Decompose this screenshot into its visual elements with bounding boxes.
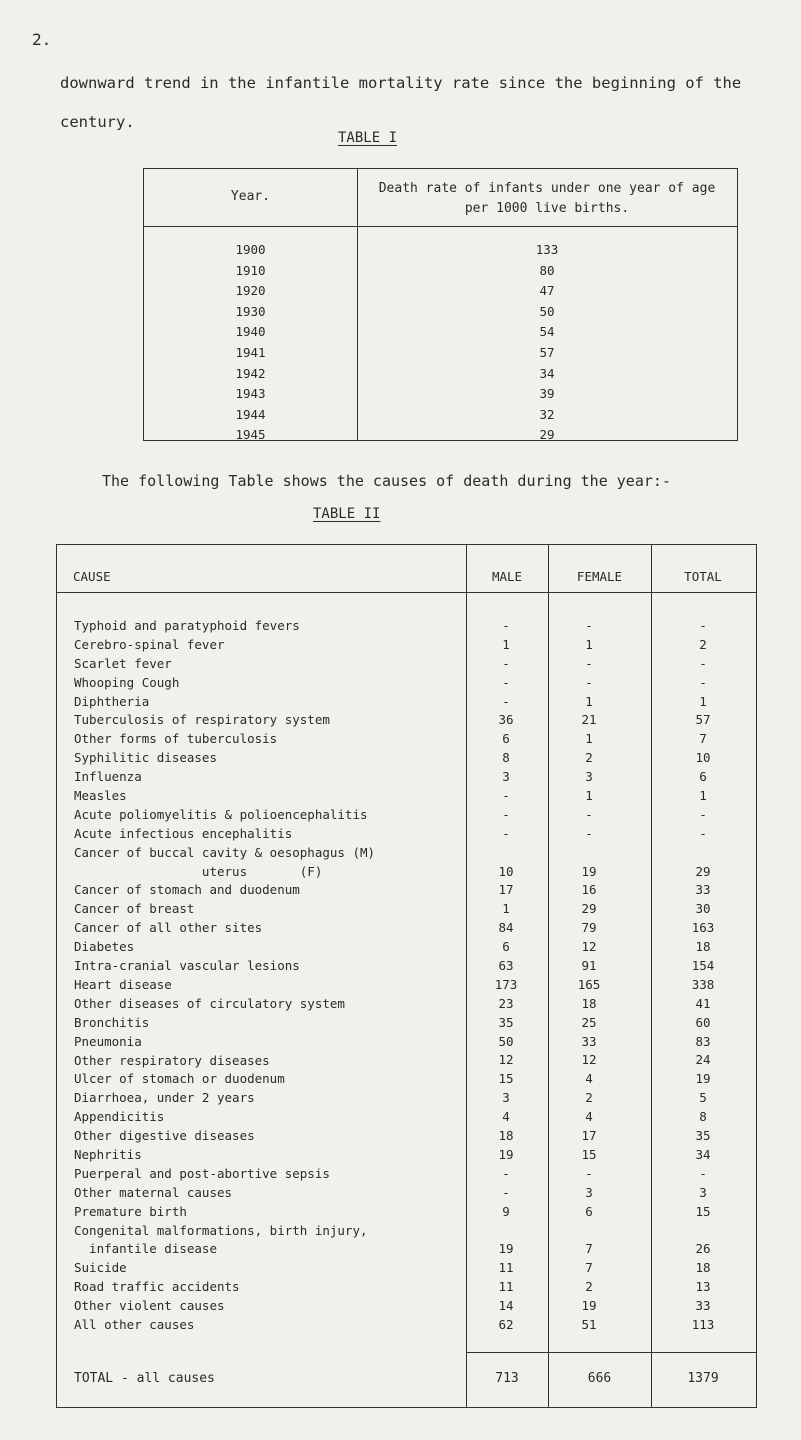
table2-female-cell: 3	[585, 1184, 593, 1200]
table2-row	[57, 881, 756, 900]
table2-cause-cell: Bronchitis	[74, 1014, 150, 1030]
table2-female-cell: -	[585, 1165, 593, 1181]
table2-male-cell: -	[502, 617, 510, 633]
table2-female-cell: 165	[577, 976, 601, 992]
table2-cause-cell: Cancer of buccal cavity & oesophagus (M) uterus (F)	[74, 844, 376, 879]
table2-row	[57, 636, 756, 655]
table2-male-cell: 9	[502, 1203, 510, 1219]
intro-text: The following Table shows the causes of death during the year:-	[102, 472, 671, 490]
table1-rate-cell: 34	[539, 365, 555, 381]
table2-male-cell: 8	[502, 750, 510, 766]
table2-title: TABLE II	[313, 506, 381, 522]
table1-row	[144, 366, 737, 387]
table2-male-cell: 18	[498, 1128, 514, 1144]
table2-female-cell: 2	[585, 1090, 593, 1106]
table2-cause-cell: Other forms of tuberculosis	[74, 731, 278, 747]
table2-cause-cell: Whooping Cough	[74, 674, 180, 690]
table1-row	[144, 283, 737, 304]
table1-year-cell: 1943	[235, 386, 266, 402]
table2-cause-cell: Diabetes	[74, 939, 135, 955]
table1-title: TABLE I	[338, 130, 398, 146]
table2-row	[57, 1222, 756, 1260]
table2-row	[57, 1014, 756, 1033]
table2-total-cell: 29	[695, 863, 711, 879]
table2-row	[57, 655, 756, 674]
table2-female-cell: 91	[581, 958, 597, 974]
table1-year-cell: 1910	[235, 262, 266, 278]
table2-total-divider	[466, 1352, 756, 1353]
table2-female-cell: -	[585, 825, 593, 841]
table1-rate-cell: 57	[539, 344, 555, 360]
page-number: 2.	[32, 30, 52, 49]
table2-cause-cell: Appendicitis	[74, 1109, 165, 1125]
table2-cause-cell: Cancer of stomach and duodenum	[74, 882, 300, 898]
table2-female-cell: 19	[581, 863, 597, 879]
table2-total-cell: 19	[695, 1071, 711, 1087]
table1-year-cell: 1941	[235, 344, 266, 360]
table2-cause-cell: Congenital malformations, birth injury, infantile disease	[74, 1222, 368, 1257]
table1-header-year: Year.	[230, 189, 271, 204]
table1-row	[144, 386, 737, 407]
table2-male-cell: 10	[498, 863, 514, 879]
table1-year-cell: 1930	[235, 303, 266, 319]
table2-cause-cell: Acute infectious encephalitis	[74, 825, 293, 841]
table2-male-cell: 19	[498, 1146, 514, 1162]
table2-male-cell: 62	[498, 1316, 514, 1332]
table2-row	[57, 1184, 756, 1203]
table2-total-cell: -	[699, 674, 707, 690]
table2-row	[57, 976, 756, 995]
table2-row	[57, 1259, 756, 1278]
table2-row	[57, 1165, 756, 1184]
table2-female-cell: 6	[585, 1203, 593, 1219]
table2-total-cell: 18	[695, 939, 711, 955]
table2-female-cell: 16	[581, 882, 597, 898]
table2-male-cell: 63	[498, 958, 514, 974]
table1-year-cell: 1945	[235, 427, 266, 443]
table1-rate-cell: 80	[539, 262, 555, 278]
table2-male-cell: -	[502, 1165, 510, 1181]
table2-row	[57, 1146, 756, 1165]
table1-row	[144, 242, 737, 263]
table2-male-cell: -	[502, 674, 510, 690]
table2-male-cell: 11	[498, 1260, 514, 1276]
table2-female-cell: 12	[581, 1052, 597, 1068]
table2	[56, 544, 757, 1408]
table2-male-cell: 11	[498, 1279, 514, 1295]
table2-cause-cell: All other causes	[74, 1316, 195, 1332]
table2-row	[57, 768, 756, 787]
table2-row	[57, 1070, 756, 1089]
table1	[143, 168, 738, 441]
table2-cause-cell: Pneumonia	[74, 1033, 142, 1049]
table2-female-cell: 33	[581, 1033, 597, 1049]
table2-row	[57, 787, 756, 806]
table2-male-cell: -	[502, 788, 510, 803]
table2-male-cell: 4	[502, 1109, 510, 1125]
table2-total-cell: 6	[699, 769, 707, 785]
table2-total-cell: 83	[695, 1033, 711, 1049]
table2-header-divider	[57, 592, 756, 593]
table2-cause-cell: Cancer of all other sites	[74, 920, 263, 936]
table2-cause-cell: Influenza	[74, 769, 142, 785]
table2-row	[57, 1089, 756, 1108]
table2-cause-cell: Intra-cranial vascular lesions	[74, 958, 300, 974]
table2-total-cell: 33	[695, 882, 711, 898]
table2-cause-cell: Other digestive diseases	[74, 1128, 255, 1144]
table2-female-cell: 18	[581, 995, 597, 1011]
table2-cause-cell: Suicide	[74, 1260, 127, 1276]
table2-row	[57, 1127, 756, 1146]
table2-cause-cell: Road traffic accidents	[74, 1279, 240, 1295]
table2-row	[57, 693, 756, 712]
table2-cause-cell: Other diseases of circulatory system	[74, 995, 345, 1011]
table2-row	[57, 806, 756, 825]
table2-total-cell: 24	[695, 1052, 711, 1068]
table2-total-cell: 8	[699, 1109, 707, 1125]
table2-male-cell: 3	[502, 1090, 510, 1106]
table2-total-cell: 35	[695, 1128, 711, 1144]
table2-row	[57, 1203, 756, 1222]
table1-row	[144, 324, 737, 345]
table2-female-cell: -	[585, 617, 593, 633]
table2-total-cell: 1	[699, 788, 707, 803]
table1-header-divider	[144, 226, 737, 227]
table2-total-cell: 26	[695, 1241, 711, 1257]
table2-cause-cell: Cancer of breast	[74, 901, 195, 917]
table2-total-cell: 5	[699, 1090, 707, 1106]
table2-total-cell: 13	[695, 1279, 711, 1295]
table1-year-cell: 1942	[235, 365, 266, 381]
table2-female-cell: 25	[581, 1014, 597, 1030]
table2-cause-cell: Ulcer of stomach or duodenum	[74, 1071, 285, 1087]
table2-male-cell: 1	[502, 901, 510, 917]
table2-cause-cell: Diarrhoea, under 2 years	[74, 1090, 255, 1106]
table2-male-cell: 12	[498, 1052, 514, 1068]
table2-female-cell: 1	[585, 788, 593, 803]
table2-female-cell: 3	[585, 769, 593, 785]
table2-female-cell: 29	[581, 901, 597, 917]
table1-row	[144, 263, 737, 284]
table2-row	[57, 919, 756, 938]
table2-row	[57, 1052, 756, 1071]
table2-row	[57, 1108, 756, 1127]
table2-cause-cell: Premature birth	[74, 1203, 187, 1219]
table2-row	[57, 1033, 756, 1052]
table2-male-cell: -	[502, 806, 510, 822]
table2-total-cell: -	[699, 1165, 707, 1181]
table2-row	[57, 957, 756, 976]
table2-total-cell: 338	[691, 976, 715, 992]
table2-male-cell: 6	[502, 939, 510, 955]
table2-male-cell: -	[502, 1184, 510, 1200]
table2-female-cell: 79	[581, 920, 597, 936]
table2-row	[57, 995, 756, 1014]
table2-total-cell: 163	[691, 920, 715, 936]
table2-row	[57, 1278, 756, 1297]
table2-cause-cell: Measles	[74, 788, 127, 804]
table1-year-cell: 1940	[235, 324, 266, 340]
table1-year-cell: 1900	[235, 242, 266, 257]
table1-rate-cell: 39	[539, 386, 555, 402]
table1-rate-cell: 29	[539, 427, 555, 443]
table2-male-cell: -	[502, 825, 510, 841]
table2-row	[57, 617, 756, 636]
table2-female-cell: 4	[585, 1071, 593, 1087]
table2-male-cell: 50	[498, 1033, 514, 1049]
table2-cause-cell: Puerperal and post-abortive sepsis	[74, 1165, 330, 1181]
table1-row	[144, 407, 737, 428]
table2-row	[57, 1316, 756, 1335]
table2-row	[57, 844, 756, 882]
table2-row	[57, 938, 756, 957]
table2-cause-cell: Heart disease	[74, 976, 172, 992]
table2-total-cell: -	[699, 825, 707, 841]
table2-female-cell: 4	[585, 1109, 593, 1125]
table1-year-cell: 1920	[235, 283, 266, 299]
table2-row	[57, 730, 756, 749]
table2-male-cell: 6	[502, 731, 510, 747]
total-total: 1379	[687, 1371, 719, 1386]
table2-male-cell: -	[502, 693, 510, 709]
table2-cause-cell: Syphilitic diseases	[74, 750, 217, 766]
table2-male-cell: 19	[498, 1241, 514, 1257]
total-female: 666	[587, 1371, 612, 1386]
table1-rate-cell: 50	[539, 303, 555, 319]
table2-male-cell: -	[502, 655, 510, 671]
table2-female-cell: 1	[585, 636, 593, 652]
table1-rate-cell: 133	[535, 242, 559, 257]
table2-female-cell: 2	[585, 1279, 593, 1295]
table2-total-cell: -	[699, 806, 707, 822]
table2-male-cell: 23	[498, 995, 514, 1011]
table2-male-cell: 14	[498, 1298, 514, 1314]
table2-header-total: TOTAL	[684, 569, 722, 584]
table1-rate-cell: 54	[539, 324, 555, 340]
total-male: 713	[495, 1371, 519, 1386]
table1-row	[144, 427, 737, 448]
table2-total-cell: 113	[691, 1316, 715, 1332]
table1-year-cell: 1944	[235, 406, 266, 422]
table2-total-cell: 57	[695, 712, 711, 728]
table2-female-cell: 51	[581, 1316, 597, 1332]
table2-cause-cell: Tuberculosis of respiratory system	[74, 712, 330, 728]
table1-row	[144, 345, 737, 366]
table2-male-cell: 173	[494, 976, 518, 992]
table2-header-cause: CAUSE	[73, 569, 111, 584]
table2-total-cell: 60	[695, 1014, 711, 1030]
table2-total-cell: 41	[695, 995, 711, 1011]
table2-female-cell: 15	[581, 1146, 597, 1162]
table2-total-cell: 2	[699, 636, 707, 652]
table2-female-cell: -	[585, 674, 593, 690]
table2-female-cell: 21	[581, 712, 597, 728]
table2-row	[57, 825, 756, 844]
table2-total-cell: 7	[699, 731, 707, 747]
table2-cause-cell: Other violent causes	[74, 1298, 225, 1314]
table2-cause-cell: Scarlet fever	[74, 655, 172, 671]
table2-total-cell: 154	[691, 958, 715, 974]
table2-total-cell: 3	[699, 1184, 707, 1200]
table2-male-cell: 35	[498, 1014, 514, 1030]
table2-total-cell: 18	[695, 1260, 711, 1276]
table2-female-cell: 1	[585, 693, 593, 709]
table2-total-cell: 33	[695, 1298, 711, 1314]
table2-male-cell: 84	[498, 920, 514, 936]
table2-body	[57, 617, 756, 1335]
table2-total-cell: 30	[695, 901, 711, 917]
table2-total-cell: -	[699, 655, 707, 671]
table2-female-cell: 19	[581, 1298, 597, 1314]
table2-female-cell: -	[585, 655, 593, 671]
table2-female-cell: 17	[581, 1128, 597, 1144]
table2-male-cell: 3	[502, 769, 510, 785]
table2-row	[57, 674, 756, 693]
table2-female-cell: -	[585, 806, 593, 822]
table2-cause-cell: Typhoid and paratyphoid fevers	[74, 618, 300, 633]
table2-row	[57, 1297, 756, 1316]
table2-cause-cell: Other respiratory diseases	[74, 1052, 270, 1068]
table2-male-cell: 17	[498, 882, 514, 898]
table2-row	[57, 749, 756, 768]
table2-total-cell: 15	[695, 1203, 711, 1219]
table2-header-male: MALE	[491, 569, 523, 584]
table2-total-cell: -	[699, 617, 707, 633]
table2-female-cell: 7	[585, 1241, 593, 1257]
table2-male-cell: 36	[498, 712, 514, 728]
table2-total-cell: 34	[695, 1146, 711, 1162]
table2-male-cell: 15	[498, 1071, 514, 1087]
table2-total-cell: 10	[695, 750, 711, 766]
table2-cause-cell: Acute poliomyelitis & polioencephalitis	[74, 806, 368, 822]
table2-male-cell: 1	[502, 636, 510, 652]
table2-cause-cell: Diphtheria	[74, 693, 150, 709]
table2-header-female: FEMALE	[576, 569, 623, 584]
table1-header-rate: Death rate of infants under one year of age per 1000 live births.	[378, 181, 716, 216]
table2-female-cell: 1	[585, 731, 593, 747]
table2-cause-cell: Nephritis	[74, 1146, 142, 1162]
table2-female-cell: 2	[585, 750, 593, 766]
body-paragraph: downward trend in the infantile mortality rate since the beginning of the century.	[60, 74, 742, 131]
table1-row	[144, 304, 737, 325]
table2-female-cell: 7	[585, 1260, 593, 1276]
table2-female-cell: 12	[581, 939, 597, 955]
table2-row	[57, 900, 756, 919]
table2-cause-cell: Cerebro-spinal fever	[74, 636, 225, 652]
table2-cause-cell: Other maternal causes	[74, 1184, 233, 1200]
total-label: TOTAL - all causes	[74, 1371, 215, 1386]
table1-body	[144, 242, 737, 448]
table2-row	[57, 711, 756, 730]
table2-total-cell: 1	[699, 693, 707, 709]
table1-rate-cell: 32	[539, 406, 555, 422]
table1-rate-cell: 47	[539, 283, 555, 299]
